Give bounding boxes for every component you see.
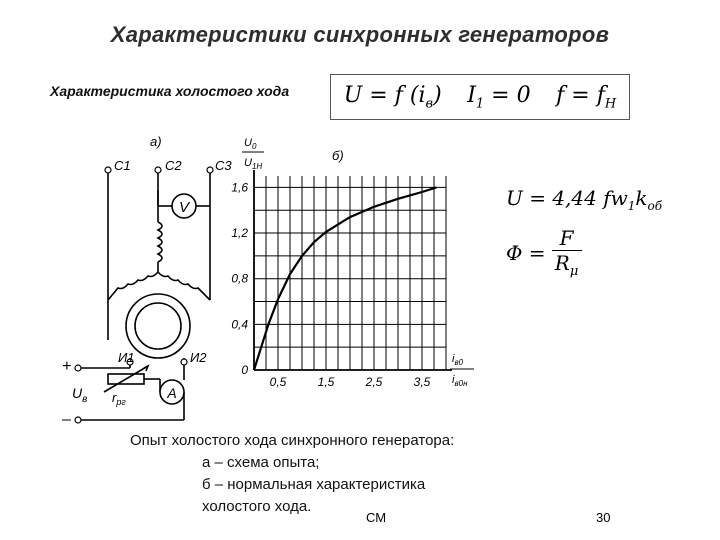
svg-text:iв0н: $i_{в0н}$ [452, 374, 468, 388]
flux-formula: Φ = F $R_\mu$ [506, 226, 582, 279]
x-axis-label [450, 353, 474, 388]
x-tick-label: 1,5 [317, 375, 335, 389]
emf-formula: U = 4,44 $fw_1k_{об}$ [506, 186, 663, 213]
formula-voltage-function: U = f $(i_в)$ [343, 82, 442, 112]
voltmeter [172, 194, 196, 218]
terminal-label-c3: С3 [215, 158, 232, 173]
terminal-c3 [207, 167, 213, 173]
x-tick-label: 0,5 [269, 375, 287, 389]
terminal-minus [75, 417, 81, 423]
x-tick-label: 2,5 [365, 375, 383, 389]
figure-caption [130, 430, 550, 518]
ammeter-label: A [167, 385, 177, 401]
svg-text:U1Н: $U_{1Н}$ [244, 157, 263, 171]
x-tick-label: 3,5 [413, 375, 431, 389]
chart-ticks [231, 180, 430, 389]
page-title: Характеристики синхронных генераторов [110, 22, 610, 47]
caption-line-2: а – схема опыта; [202, 454, 320, 471]
generator-rotor [135, 303, 181, 349]
y-axis-label [242, 137, 264, 171]
ammeter [160, 380, 184, 404]
winding-coil-c3 [158, 272, 210, 300]
caption-line-4: холостого хода. [202, 498, 312, 515]
formula-frequency-nominal: $f = f_H$ [556, 82, 617, 112]
chart-grid [254, 176, 446, 370]
minus-label: – [62, 411, 71, 428]
caption-line-3: б – нормальная характеристика [202, 476, 426, 493]
terminal-label-c2: С2 [165, 158, 182, 173]
y-tick-label: 0,4 [231, 317, 248, 332]
rheostat-label: $r_{рг}$ [112, 390, 126, 407]
y-tick-label: 0 [241, 363, 248, 377]
terminal-c2 [155, 167, 161, 173]
terminal-label-i2: И2 [190, 350, 207, 365]
field-voltage-label: $U_в$ [72, 385, 88, 405]
terminal-i2 [181, 359, 187, 365]
terminal-plus [75, 365, 81, 371]
diagram-label-b: б) [332, 148, 344, 163]
svg-text:iв0: $i_{в0}$ [452, 353, 464, 367]
y-tick-label: 0,8 [231, 271, 248, 286]
voltmeter-label: V [178, 199, 190, 216]
diagram-label-a: а) [150, 134, 162, 149]
winding-coil-c2 [158, 222, 162, 262]
svg-text:U0: $U_0$ [244, 137, 257, 151]
page-number: 30 [596, 510, 611, 525]
no-load-characteristic-chart [231, 137, 474, 389]
terminal-label-c1: С1 [114, 158, 131, 173]
plus-label: + [62, 358, 72, 375]
terminal-label-i1: И1 [118, 350, 135, 365]
y-tick-label: 1,2 [231, 226, 248, 241]
caption-line-1: Опыт холостого хода синхронного генератора: [130, 432, 455, 449]
y-tick-label: 1,6 [231, 180, 248, 195]
winding-coil-c1 [108, 272, 158, 300]
section-subtitle: Характеристика холостого хода [50, 83, 290, 99]
formula-current-zero: $I_1 = 0$ [467, 82, 531, 112]
footer-author: СМ [366, 510, 387, 525]
terminal-c1 [105, 167, 111, 173]
